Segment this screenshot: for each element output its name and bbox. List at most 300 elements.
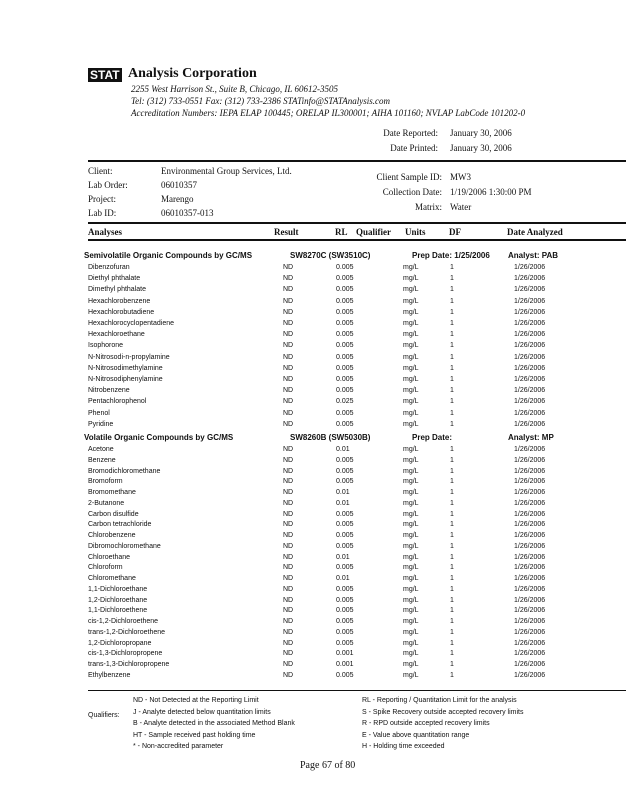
qualifiers-label: Qualifiers: xyxy=(88,712,120,719)
cell-df: 1 xyxy=(450,456,454,464)
qualifier-note: RL - Reporting / Quantitation Limit for the analysis xyxy=(362,697,517,704)
cell-date: 1/26/2006 xyxy=(514,420,546,428)
cell-result: ND xyxy=(283,521,294,529)
cell-date: 1/26/2006 xyxy=(514,585,546,593)
cell-rl: 0.001 xyxy=(336,661,354,668)
cell-units: mg/L xyxy=(403,364,419,372)
qualifier-note: B - Analyte detected in the associated Method Blank xyxy=(133,720,295,727)
table-row xyxy=(0,489,642,500)
sample-id-label: Client Sample ID: xyxy=(376,172,442,182)
cell-df: 1 xyxy=(450,532,454,539)
table-row xyxy=(0,468,642,479)
cell-units: mg/L xyxy=(403,446,419,453)
cell-date: 1/26/2006 xyxy=(514,308,546,316)
table-row xyxy=(0,286,642,297)
cell-rl: 0.005 xyxy=(336,467,354,475)
cell-units: mg/L xyxy=(403,510,419,518)
table-row xyxy=(0,331,642,342)
cell-date: 1/26/2006 xyxy=(514,521,546,529)
cell-rl: 0.01 xyxy=(336,446,350,453)
cell-df: 1 xyxy=(450,286,454,294)
date-printed-label: Date Printed: xyxy=(390,143,438,153)
table-row xyxy=(0,376,642,387)
section-analyst: Analyst: PAB xyxy=(508,251,559,260)
cell-result: ND xyxy=(283,331,294,339)
section-title: Semivolatile Organic Compounds by GC/MS xyxy=(84,251,253,260)
table-row xyxy=(0,320,642,331)
cell-name: Carbon disulfide xyxy=(88,510,139,518)
cell-date: 1/26/2006 xyxy=(514,376,546,383)
cell-units: mg/L xyxy=(403,420,419,428)
cell-result: ND xyxy=(283,510,294,518)
cell-name: Dibenzofuran xyxy=(88,264,130,271)
cell-name: Chloromethane xyxy=(88,575,136,582)
table-row xyxy=(0,521,642,532)
cell-date: 1/26/2006 xyxy=(514,532,546,539)
qualifier-note: HT - Sample received past holding time xyxy=(133,731,256,739)
table-row xyxy=(0,543,642,554)
cell-date: 1/26/2006 xyxy=(514,353,546,361)
cell-result: ND xyxy=(283,286,294,294)
cell-df: 1 xyxy=(450,376,454,383)
cell-name: Hexachlorobenzene xyxy=(88,297,151,305)
lab-id-value: 06010357-013 xyxy=(161,208,214,218)
project-value: Marengo xyxy=(161,194,194,204)
cell-df: 1 xyxy=(450,510,454,518)
section-prep: Prep Date: 1/25/2006 xyxy=(412,251,490,260)
cell-name: trans-1,3-Dichloropropene xyxy=(88,661,170,668)
table-row xyxy=(0,309,642,320)
cell-rl: 0.005 xyxy=(336,639,354,647)
cell-name: Bromoform xyxy=(88,478,123,486)
cell-date: 1/26/2006 xyxy=(514,661,546,668)
qualifier-note: H - Holding time exceeded xyxy=(362,743,445,750)
cell-name: trans-1,2-Dichloroethene xyxy=(88,628,166,636)
divider xyxy=(88,222,626,224)
cell-df: 1 xyxy=(450,661,454,668)
cell-result: ND xyxy=(283,353,294,361)
col-analyses: Analyses xyxy=(88,227,123,237)
section-header xyxy=(0,251,642,262)
table-row xyxy=(0,478,642,489)
cell-result: ND xyxy=(283,671,294,679)
cell-date: 1/26/2006 xyxy=(514,342,546,350)
cell-result: ND xyxy=(283,308,294,316)
cell-units: mg/L xyxy=(403,308,419,316)
cell-name: Bromodichloromethane xyxy=(88,467,161,475)
accreditation: Accreditation Numbers: IEPA ELAP 100445; ORELAP IL300001; AIHA 101160; NVLAP LabCode 101202-0 xyxy=(131,108,526,118)
cell-date: 1/26/2006 xyxy=(514,510,546,518)
table-row xyxy=(0,554,642,565)
qualifier-note: S - Spike Recovery outside accepted recovery limits xyxy=(362,708,524,716)
cell-units: mg/L xyxy=(403,521,419,529)
matrix-value: Water xyxy=(450,202,472,212)
cell-df: 1 xyxy=(450,264,454,271)
cell-df: 1 xyxy=(450,542,454,550)
company-address: 2255 West Harrison St., Suite B, Chicago, IL 60612-3505 xyxy=(131,84,339,94)
cell-date: 1/26/2006 xyxy=(514,286,546,294)
cell-result: ND xyxy=(283,596,294,604)
table-row xyxy=(0,511,642,522)
company-logo: STAT xyxy=(90,68,120,82)
cell-df: 1 xyxy=(450,364,454,372)
cell-rl: 0.01 xyxy=(336,575,350,582)
cell-name: cis-1,3-Dichloropropene xyxy=(88,650,163,658)
qualifier-note: J - Analyte detected below quantitation limits xyxy=(133,708,271,716)
cell-date: 1/26/2006 xyxy=(514,364,546,372)
cell-date: 1/26/2006 xyxy=(514,331,546,339)
cell-df: 1 xyxy=(450,618,454,625)
cell-date: 1/26/2006 xyxy=(514,387,546,395)
cell-result: ND xyxy=(283,628,294,636)
cell-df: 1 xyxy=(450,320,454,327)
cell-rl: 0.005 xyxy=(336,420,354,428)
cell-units: mg/L xyxy=(403,575,419,582)
cell-rl: 0.005 xyxy=(336,286,354,294)
cell-date: 1/26/2006 xyxy=(514,575,546,582)
client-value: Environmental Group Services, Ltd. xyxy=(161,166,292,176)
cell-units: mg/L xyxy=(403,489,419,496)
cell-units: mg/L xyxy=(403,607,419,615)
cell-result: ND xyxy=(283,409,294,417)
cell-name: Chlorobenzene xyxy=(88,532,136,539)
cell-units: mg/L xyxy=(403,628,419,636)
cell-date: 1/26/2006 xyxy=(514,650,546,658)
table-row xyxy=(0,672,642,683)
table-row xyxy=(0,597,642,608)
table-row xyxy=(0,342,642,353)
col-date-analyzed: Date Analyzed xyxy=(507,227,563,237)
col-rl: RL xyxy=(335,227,348,237)
cell-df: 1 xyxy=(450,297,454,305)
cell-units: mg/L xyxy=(403,331,419,339)
cell-units: mg/L xyxy=(403,297,419,305)
section-title: Volatile Organic Compounds by GC/MS xyxy=(84,433,234,442)
cell-units: mg/L xyxy=(403,532,419,539)
cell-result: ND xyxy=(283,342,294,350)
cell-result: ND xyxy=(283,575,294,582)
cell-units: mg/L xyxy=(403,387,419,395)
cell-name: Hexachlorocyclopentadiene xyxy=(88,320,174,327)
cell-date: 1/26/2006 xyxy=(514,618,546,625)
section-method: SW8260B (SW5030B) xyxy=(290,433,371,442)
table-row xyxy=(0,575,642,586)
cell-units: mg/L xyxy=(403,499,419,507)
cell-df: 1 xyxy=(450,398,454,406)
cell-rl: 0.005 xyxy=(336,564,354,572)
cell-result: ND xyxy=(283,650,294,658)
cell-df: 1 xyxy=(450,564,454,572)
cell-rl: 0.005 xyxy=(336,607,354,615)
cell-result: ND xyxy=(283,446,294,453)
cell-units: mg/L xyxy=(403,618,419,625)
cell-result: ND xyxy=(283,478,294,486)
cell-df: 1 xyxy=(450,331,454,339)
qualifier-note: ND - Not Detected at the Reporting Limit xyxy=(133,697,259,704)
cell-units: mg/L xyxy=(403,585,419,593)
cell-df: 1 xyxy=(450,671,454,679)
cell-result: ND xyxy=(283,398,294,406)
cell-rl: 0.005 xyxy=(336,409,354,417)
table-row xyxy=(0,457,642,468)
table-row xyxy=(0,275,642,286)
cell-name: N-Nitrosodi-n-propylamine xyxy=(88,353,170,361)
cell-rl: 0.01 xyxy=(336,553,350,561)
lab-id-label: Lab ID: xyxy=(88,208,117,218)
cell-df: 1 xyxy=(450,553,454,561)
cell-rl: 0.005 xyxy=(336,264,354,271)
cell-df: 1 xyxy=(450,275,454,283)
collection-date-value: 1/19/2006 1:30:00 PM xyxy=(450,187,532,197)
cell-rl: 0.005 xyxy=(336,478,354,486)
col-result: Result xyxy=(274,227,299,237)
cell-rl: 0.005 xyxy=(336,364,354,372)
cell-name: Dibromochloromethane xyxy=(88,542,161,550)
cell-units: mg/L xyxy=(403,275,419,283)
cell-units: mg/L xyxy=(403,456,419,464)
section-header xyxy=(0,433,642,444)
cell-result: ND xyxy=(283,489,294,496)
cell-rl: 0.005 xyxy=(336,585,354,593)
cell-result: ND xyxy=(283,564,294,572)
cell-result: ND xyxy=(283,639,294,647)
cell-df: 1 xyxy=(450,585,454,593)
cell-result: ND xyxy=(283,542,294,550)
cell-name: Isophorone xyxy=(88,342,124,350)
cell-rl: 0.005 xyxy=(336,510,354,518)
table-row xyxy=(0,532,642,543)
cell-rl: 0.005 xyxy=(336,342,354,350)
cell-date: 1/26/2006 xyxy=(514,564,546,572)
cell-date: 1/26/2006 xyxy=(514,320,546,327)
cell-name: Benzene xyxy=(88,456,116,464)
cell-name: 1,1-Dichloroethane xyxy=(88,585,148,593)
cell-result: ND xyxy=(283,364,294,372)
cell-date: 1/26/2006 xyxy=(514,671,546,679)
cell-result: ND xyxy=(283,499,294,507)
col-qualifier: Qualifier xyxy=(356,227,391,237)
cell-rl: 0.005 xyxy=(336,353,354,361)
table-row xyxy=(0,618,642,629)
date-printed: January 30, 2006 xyxy=(450,143,512,153)
cell-name: Chloroethane xyxy=(88,553,131,561)
col-units: Units xyxy=(405,227,426,237)
cell-df: 1 xyxy=(450,467,454,475)
cell-result: ND xyxy=(283,376,294,383)
cell-units: mg/L xyxy=(403,596,419,604)
cell-name: Bromomethane xyxy=(88,489,136,496)
cell-units: mg/L xyxy=(403,320,419,327)
cell-rl: 0.005 xyxy=(336,532,354,539)
table-row xyxy=(0,398,642,409)
cell-df: 1 xyxy=(450,420,454,428)
cell-date: 1/26/2006 xyxy=(514,456,546,464)
sample-id-value: MW3 xyxy=(450,172,471,182)
table-row xyxy=(0,564,642,575)
cell-rl: 0.005 xyxy=(336,618,354,625)
cell-name: 2-Butanone xyxy=(88,499,125,507)
cell-df: 1 xyxy=(450,308,454,316)
lab-order-label: Lab Order: xyxy=(88,180,128,190)
cell-df: 1 xyxy=(450,650,454,658)
cell-result: ND xyxy=(283,456,294,464)
cell-units: mg/L xyxy=(403,342,419,350)
qualifier-note: * - Non-accredited parameter xyxy=(133,743,224,750)
cell-units: mg/L xyxy=(403,398,419,406)
cell-df: 1 xyxy=(450,409,454,417)
cell-rl: 0.005 xyxy=(336,331,354,339)
cell-result: ND xyxy=(283,297,294,305)
cell-name: 1,2-Dichloropropane xyxy=(88,639,152,647)
cell-units: mg/L xyxy=(403,478,419,486)
divider xyxy=(88,160,626,162)
cell-result: ND xyxy=(283,661,294,668)
qualifier-note: E - Value above quantitation range xyxy=(362,731,470,739)
cell-rl: 0.01 xyxy=(336,499,350,507)
cell-units: mg/L xyxy=(403,467,419,475)
cell-name: Pentachlorophenol xyxy=(88,398,147,406)
matrix-label: Matrix: xyxy=(415,202,442,212)
cell-date: 1/26/2006 xyxy=(514,542,546,550)
cell-df: 1 xyxy=(450,387,454,395)
cell-result: ND xyxy=(283,275,294,283)
cell-name: cis-1,2-Dichloroethene xyxy=(88,618,159,625)
cell-df: 1 xyxy=(450,596,454,604)
cell-rl: 0.005 xyxy=(336,521,354,529)
cell-name: Dimethyl phthalate xyxy=(88,286,146,294)
cell-date: 1/26/2006 xyxy=(514,297,546,305)
cell-rl: 0.001 xyxy=(336,650,354,658)
divider xyxy=(88,690,626,691)
cell-units: mg/L xyxy=(403,353,419,361)
cell-rl: 0.025 xyxy=(336,398,354,406)
cell-units: mg/L xyxy=(403,542,419,550)
table-row xyxy=(0,365,642,376)
table-row xyxy=(0,629,642,640)
cell-units: mg/L xyxy=(403,671,419,679)
table-row xyxy=(0,500,642,511)
cell-result: ND xyxy=(283,467,294,475)
cell-rl: 0.005 xyxy=(336,308,354,316)
cell-name: Carbon tetrachloride xyxy=(88,521,152,529)
cell-result: ND xyxy=(283,618,294,625)
col-df: DF xyxy=(449,227,461,237)
section-analyst: Analyst: MP xyxy=(508,433,554,442)
cell-date: 1/26/2006 xyxy=(514,264,546,271)
cell-name: Ethylbenzene xyxy=(88,671,131,679)
table-row xyxy=(0,264,642,275)
cell-name: 1,2-Dichloroethane xyxy=(88,596,148,604)
cell-name: Chloroform xyxy=(88,564,123,572)
cell-date: 1/26/2006 xyxy=(514,467,546,475)
section-prep: Prep Date: xyxy=(412,433,453,442)
cell-name: Diethyl phthalate xyxy=(88,275,141,283)
cell-name: Phenol xyxy=(88,409,110,417)
date-reported-label: Date Reported: xyxy=(383,128,438,138)
cell-result: ND xyxy=(283,420,294,428)
table-row xyxy=(0,640,642,651)
cell-date: 1/26/2006 xyxy=(514,607,546,615)
cell-rl: 0.005 xyxy=(336,596,354,604)
cell-units: mg/L xyxy=(403,553,419,561)
cell-df: 1 xyxy=(450,342,454,350)
cell-date: 1/26/2006 xyxy=(514,628,546,636)
company-contact: Tel: (312) 733-0551 Fax: (312) 733-2386 STATinfo@STATAnalysis.com xyxy=(131,96,391,106)
cell-units: mg/L xyxy=(403,639,419,647)
cell-date: 1/26/2006 xyxy=(514,639,546,647)
table-row xyxy=(0,607,642,618)
date-reported: January 30, 2006 xyxy=(450,128,512,138)
section-method: SW8270C (SW3510C) xyxy=(290,251,371,260)
table-row xyxy=(0,650,642,661)
cell-name: Nitrobenzene xyxy=(88,387,130,395)
cell-df: 1 xyxy=(450,607,454,615)
cell-name: Hexachloroethane xyxy=(88,331,145,339)
divider xyxy=(88,239,626,241)
cell-df: 1 xyxy=(450,446,454,453)
collection-date-label: Collection Date: xyxy=(382,187,442,197)
cell-date: 1/26/2006 xyxy=(514,409,546,417)
cell-result: ND xyxy=(283,553,294,561)
cell-rl: 0.005 xyxy=(336,387,354,395)
cell-df: 1 xyxy=(450,639,454,647)
cell-df: 1 xyxy=(450,478,454,486)
cell-rl: 0.005 xyxy=(336,628,354,636)
cell-rl: 0.005 xyxy=(336,297,354,305)
cell-rl: 0.005 xyxy=(336,542,354,550)
qualifier-note: R - RPD outside accepted recovery limits xyxy=(362,720,490,727)
cell-units: mg/L xyxy=(403,376,419,383)
cell-df: 1 xyxy=(450,521,454,529)
cell-result: ND xyxy=(283,320,294,327)
cell-name: Pyridine xyxy=(88,420,114,428)
cell-rl: 0.005 xyxy=(336,376,354,383)
cell-name: N-Nitrosodimethylamine xyxy=(88,364,163,372)
cell-name: Acetone xyxy=(88,446,114,453)
cell-result: ND xyxy=(283,607,294,615)
table-row xyxy=(0,410,642,421)
cell-units: mg/L xyxy=(403,661,419,668)
cell-result: ND xyxy=(283,532,294,539)
table-row xyxy=(0,661,642,672)
cell-units: mg/L xyxy=(403,564,419,572)
table-row xyxy=(0,298,642,309)
cell-result: ND xyxy=(283,387,294,395)
table-row xyxy=(0,387,642,398)
cell-date: 1/26/2006 xyxy=(514,489,546,496)
cell-df: 1 xyxy=(450,489,454,496)
cell-units: mg/L xyxy=(403,286,419,294)
cell-name: N-Nitrosodiphenylamine xyxy=(88,376,163,383)
table-row xyxy=(0,586,642,597)
client-label: Client: xyxy=(88,166,113,176)
cell-date: 1/26/2006 xyxy=(514,446,546,453)
cell-date: 1/26/2006 xyxy=(514,499,546,507)
company-name: Analysis Corporation xyxy=(128,66,257,81)
cell-rl: 0.01 xyxy=(336,489,350,496)
cell-df: 1 xyxy=(450,353,454,361)
cell-df: 1 xyxy=(450,499,454,507)
cell-date: 1/26/2006 xyxy=(514,553,546,561)
cell-units: mg/L xyxy=(403,650,419,658)
cell-rl: 0.005 xyxy=(336,456,354,464)
page-number: Page 67 of 80 xyxy=(300,760,356,771)
cell-date: 1/26/2006 xyxy=(514,478,546,486)
table-row xyxy=(0,354,642,365)
lab-order-value: 06010357 xyxy=(161,180,197,190)
cell-units: mg/L xyxy=(403,409,419,417)
cell-result: ND xyxy=(283,264,294,271)
